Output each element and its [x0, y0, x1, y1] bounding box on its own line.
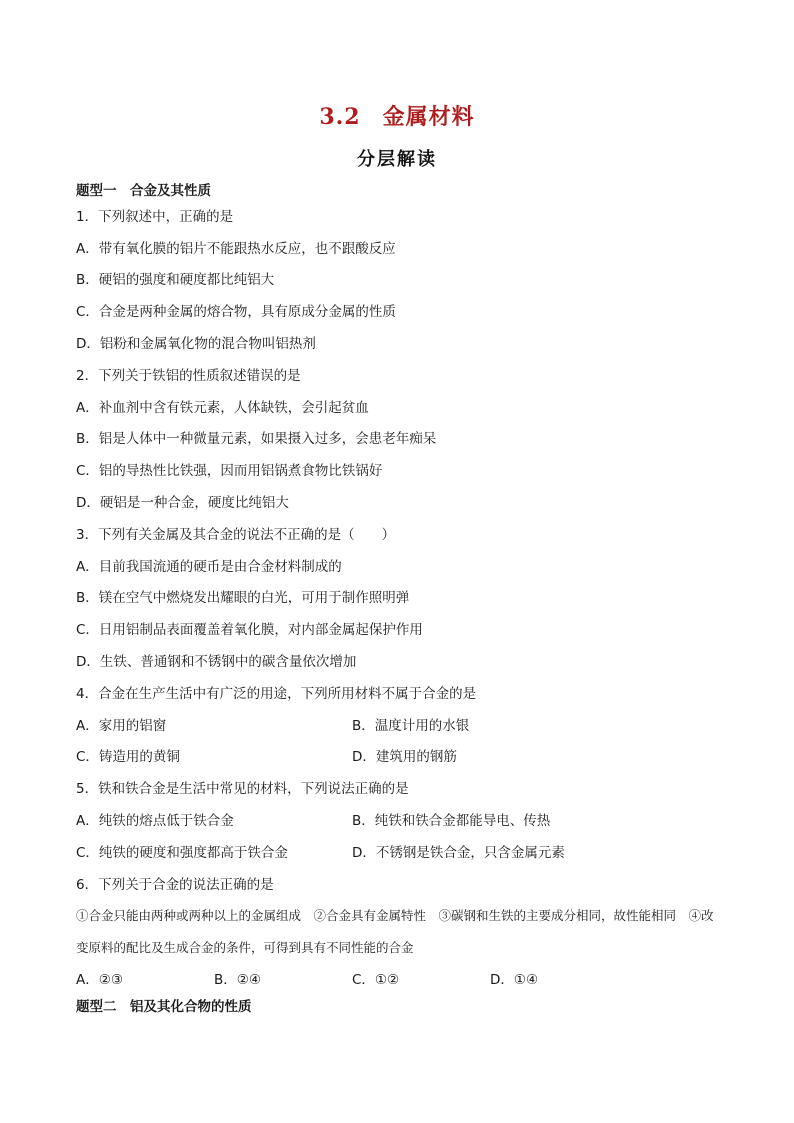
question-5-option-b: B．纯铁和铁合金都能导电、传热	[352, 813, 551, 829]
question-6-options	[76, 970, 628, 990]
question-1-option-c: C．合金是两种金属的熔合物，具有原成分金属的性质	[76, 304, 396, 320]
question-4-stem: 4．合金在生产生活中有广泛的用途，下列所用材料不属于合金的是	[76, 686, 477, 702]
question-3-option-b: B．镁在空气中燃烧发出耀眼的白光，可用于制作照明弹	[76, 590, 410, 606]
question-6-option-b: B．②④	[214, 972, 261, 988]
page-title	[0, 100, 794, 131]
section-heading-2: 题型二 铝及其化合物的性质	[76, 999, 252, 1015]
question-1-stem: 1．下列叙述中，正确的是	[76, 209, 234, 225]
question-2-stem: 2．下列关于铁铝的性质叙述错误的是	[76, 368, 301, 384]
question-5-option-d: D．不锈钢是铁合金，只含金属元素	[352, 845, 565, 861]
title-text: 金属材料	[382, 104, 475, 130]
question-3-option-a: A．目前我国流通的硬币是由合金材料制成的	[76, 559, 342, 575]
question-6-stem: 6．下列关于合金的说法正确的是	[76, 877, 274, 893]
question-4-option-d: D．建筑用的钢筋	[352, 749, 457, 765]
question-3-stem: 3．下列有关金属及其合金的说法不正确的是（ ）	[76, 527, 396, 543]
question-1-option-a: A．带有氧化膜的铝片不能跟热水反应，也不跟酸反应	[76, 241, 396, 257]
question-1-option-d: D．铝粉和金属氧化物的混合物叫铝热剂	[76, 336, 316, 352]
question-4-option-c: C．铸造用的黄铜	[76, 749, 180, 765]
question-2-option-a: A．补血剂中含有铁元素，人体缺铁，会引起贫血	[76, 400, 369, 416]
question-2-option-d: D．硬铝是一种合金，硬度比纯铝大	[76, 495, 289, 511]
question-4-option-b: B．温度计用的水银	[352, 718, 470, 734]
question-4-option-a: A．家用的铝窗	[76, 718, 167, 734]
question-2-option-b: B．铝是人体中一种微量元素，如果摄入过多，会患老年痴呆	[76, 431, 437, 447]
question-3-option-c: C．日用铝制品表面覆盖着氧化膜，对内部金属起保护作用	[76, 622, 423, 638]
question-5-option-c: C．纯铁的硬度和强度都高于铁合金	[76, 845, 288, 861]
question-6-statements: ①合金只能由两种或两种以上的金属组成 ②合金具有金属特性 ③碳钢和生铁的主要成分相同，故性能相同 ④改变原料的配比及生成合金的条件，可得到具有不同性能的合金	[76, 908, 714, 955]
page-subtitle: 分层解读	[357, 149, 437, 170]
question-1-option-b: B．硬铝的强度和硬度都比纯铝大	[76, 272, 275, 288]
section-heading-1: 题型一 合金及其性质	[76, 183, 211, 199]
question-6-option-c: C．①②	[352, 972, 400, 988]
question-5-stem: 5．铁和铁合金是生活中常见的材料，下列说法正确的是	[76, 781, 409, 797]
question-3-option-d: D．生铁、普通钢和不锈钢中的碳含量依次增加	[76, 654, 357, 670]
question-6-option-a: A．②③	[76, 972, 123, 988]
question-5-option-a: A．纯铁的熔点低于铁合金	[76, 813, 234, 829]
question-6-option-d: D．①④	[490, 972, 539, 988]
title-number: 3.2	[319, 104, 361, 130]
question-2-option-c: C．铝的导热性比铁强，因而用铝锅煮食物比铁锅好	[76, 463, 383, 479]
